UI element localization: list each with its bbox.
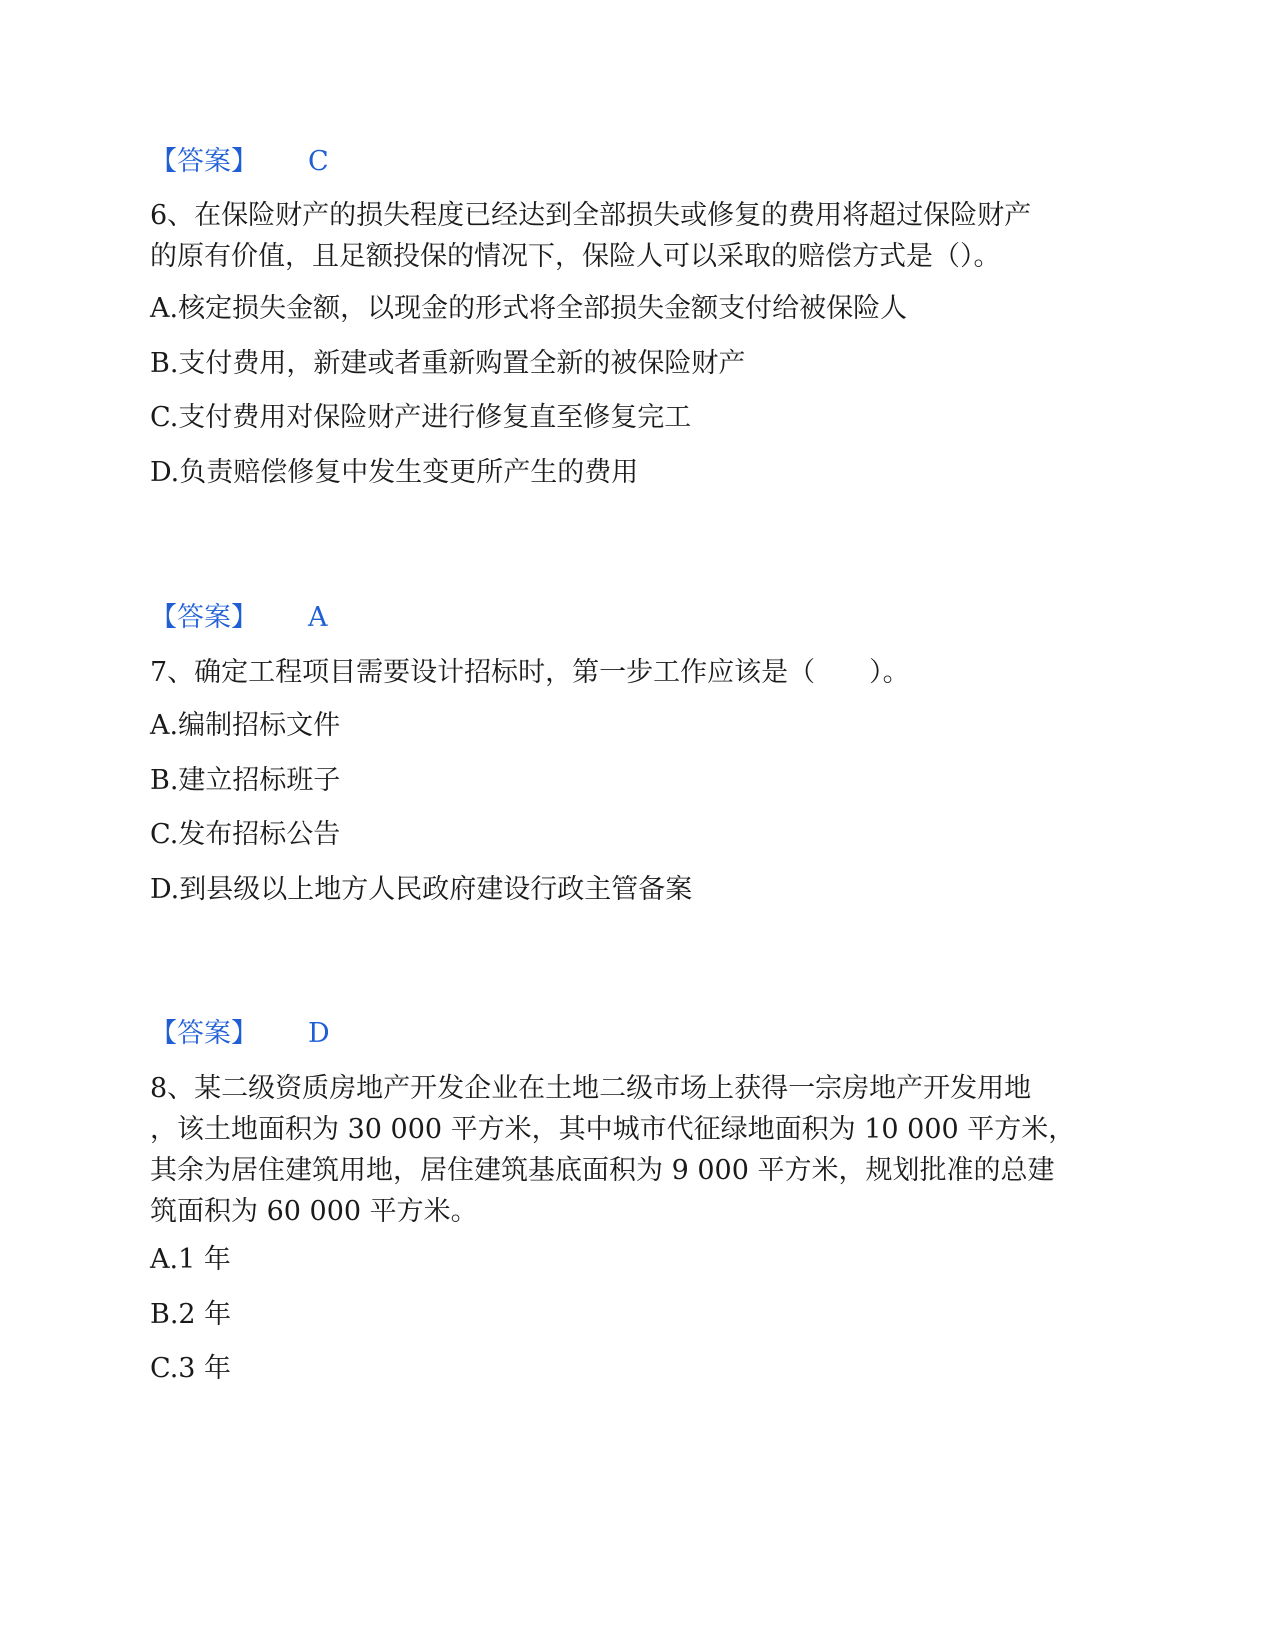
answer-value: C [308,146,329,177]
question-6-stem [150,195,1150,277]
answer-value: A [308,602,328,633]
q8-option-a: A.1 年 [150,1244,231,1275]
answer-label: 【答案】 [150,602,258,633]
answer-label: 【答案】 [150,146,258,177]
q7-option-c: C.发布招标公告 [150,819,341,850]
question-line: 其余为居住建筑用地，居住建筑基底面积为 9 000 平方米，规划批准的总建 [150,1155,1055,1186]
answer-row-q5 [150,142,329,182]
question-line: 7、确定工程项目需要设计招标时，第一步工作应该是（ ）。 [150,657,910,688]
question-line: 筑面积为 60 000 平方米。 [150,1196,478,1227]
q6-option-b: B.支付费用，新建或者重新购置全新的被保险财产 [150,348,746,379]
question-7-stem [150,652,1150,693]
q7-option-a: A.编制招标文件 [150,710,341,741]
q7-option-b: B.建立招标班子 [150,765,341,796]
answer-value: D [308,1018,330,1049]
question-line: ，该土地面积为 30 000 平方米，其中城市代征绿地面积为 10 000 平方米， [150,1114,1076,1145]
q8-option-c: C.3 年 [150,1353,232,1384]
q6-option-d: D.负责赔偿修复中发生变更所产生的费用 [150,457,639,488]
q6-option-c: C.支付费用对保险财产进行修复直至修复完工 [150,402,692,433]
answer-row-q7 [150,1014,330,1054]
question-line: 8、某二级资质房地产开发企业在土地二级市场上获得一宗房地产开发用地 [150,1073,1032,1104]
question-8-stem [150,1068,1150,1232]
question-line: 6、在保险财产的损失程度已经达到全部损失或修复的费用将超过保险财产 [150,200,1032,231]
q8-option-b: B.2 年 [150,1299,232,1330]
q6-option-a: A.核定损失金额，以现金的形式将全部损失金额支付给被保险人 [150,293,908,324]
q7-option-d: D.到县级以上地方人民政府建设行政主管备案 [150,874,693,905]
answer-label: 【答案】 [150,1018,258,1049]
question-line: 的原有价值，且足额投保的情况下，保险人可以采取的赔偿方式是（）。 [150,241,1001,272]
answer-row-q6 [150,598,328,638]
